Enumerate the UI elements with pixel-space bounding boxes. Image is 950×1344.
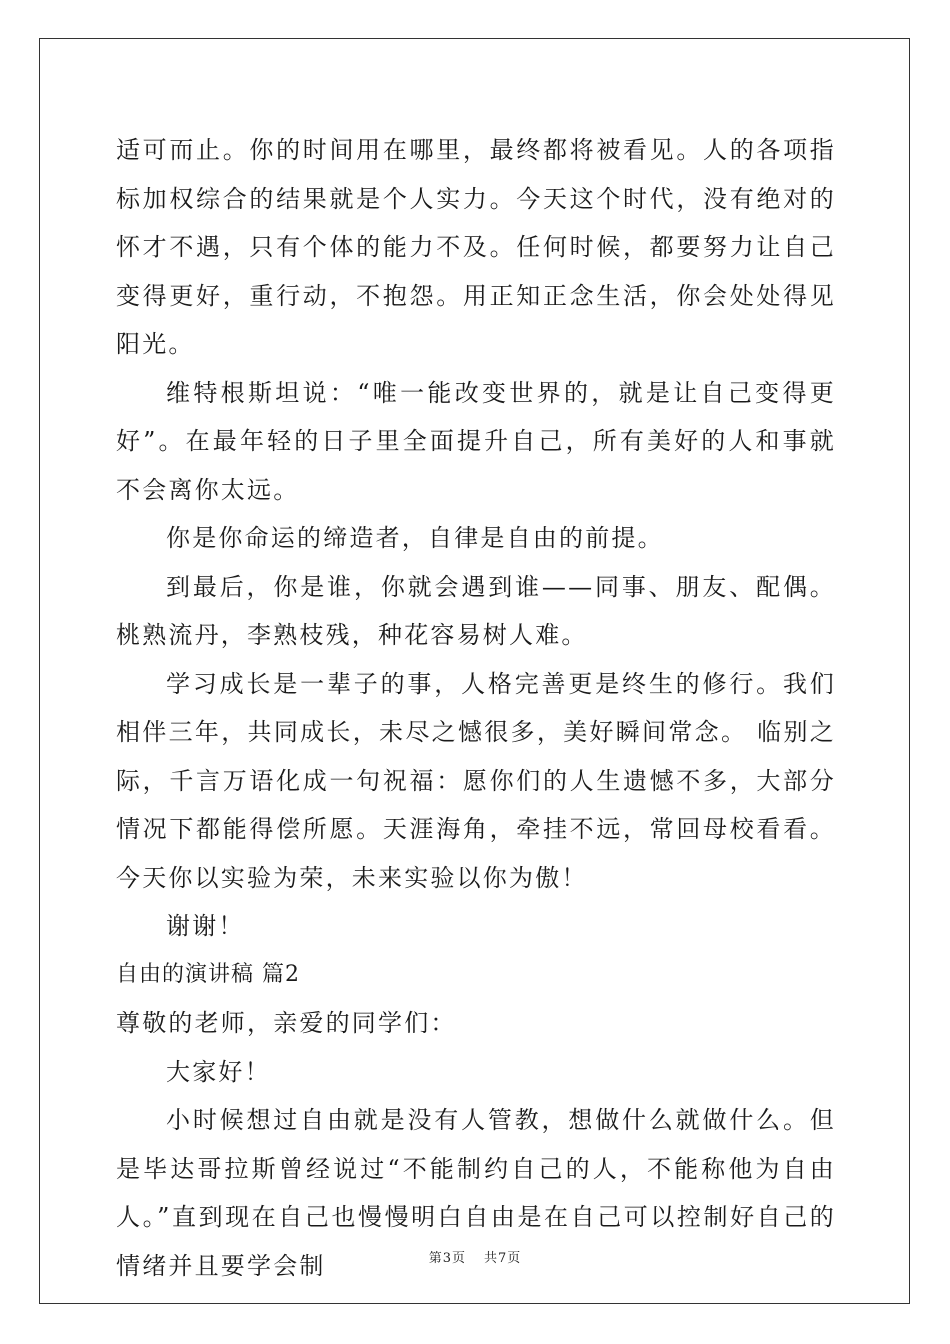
paragraph-2: 维特根斯坦说：“唯一能改变世界的，就是让自己变得更好”。在最年轻的日子里全面提升自己，所有美好的人和事就不会离你太远。 — [116, 378, 836, 504]
paragraph-6: 谢谢！ — [166, 912, 245, 940]
paragraph-3: 你是你命运的缔造者，自律是自由的前提。 — [166, 524, 664, 552]
paragraph-5: 学习成长是一辈子的事，人格完善更是终生的修行。我们相伴三年，共同成长，未尽之憾很多，美好瞬间常念。 临别之际，千言万语化成一句祝福：愿你们的人生遗憾不多，大部分情况下都能得偿所愿。天涯海角，牵挂不远，常回母校看看。今天你以实验为荣，未来实验以你为傲！ — [116, 669, 836, 892]
paragraph-4: 到最后，你是谁，你就会遇到谁——同事、朋友、配偶。桃熟流丹，李熟枝残，种花容易树人难。 — [116, 572, 836, 649]
section-heading: 自由的演讲稿 篇2 — [116, 961, 300, 987]
greeting: 大家好！ — [166, 1057, 271, 1086]
page-footer — [0, 1247, 950, 1266]
paragraph-1: 适可而止。你的时间用在哪里，最终都将被看见。人的各项指标加权综合的结果就是个人实力。今天这个时代，没有绝对的怀才不遇，只有个体的能力不及。任何时候，都要努力让自己变得更好，重行动，不抱怨。用正知正念生活，你会处处得见阳光。 — [116, 136, 836, 358]
page-number: 第3页 — [428, 1251, 466, 1266]
salutation: 尊敬的老师，亲爱的同学们： — [116, 1009, 457, 1037]
body-paragraph: 小时候想过自由就是没有人管教，想做什么就做什么。但是毕达哥拉斯曾经说过“不能制约自己的人，不能称他为自由人。”直到现在自己也慢慢明白自由是在自己可以控制好自己的情绪并且要学会制 — [116, 1106, 836, 1280]
document-body — [116, 126, 836, 1290]
page-total: 共7页 — [484, 1251, 522, 1266]
